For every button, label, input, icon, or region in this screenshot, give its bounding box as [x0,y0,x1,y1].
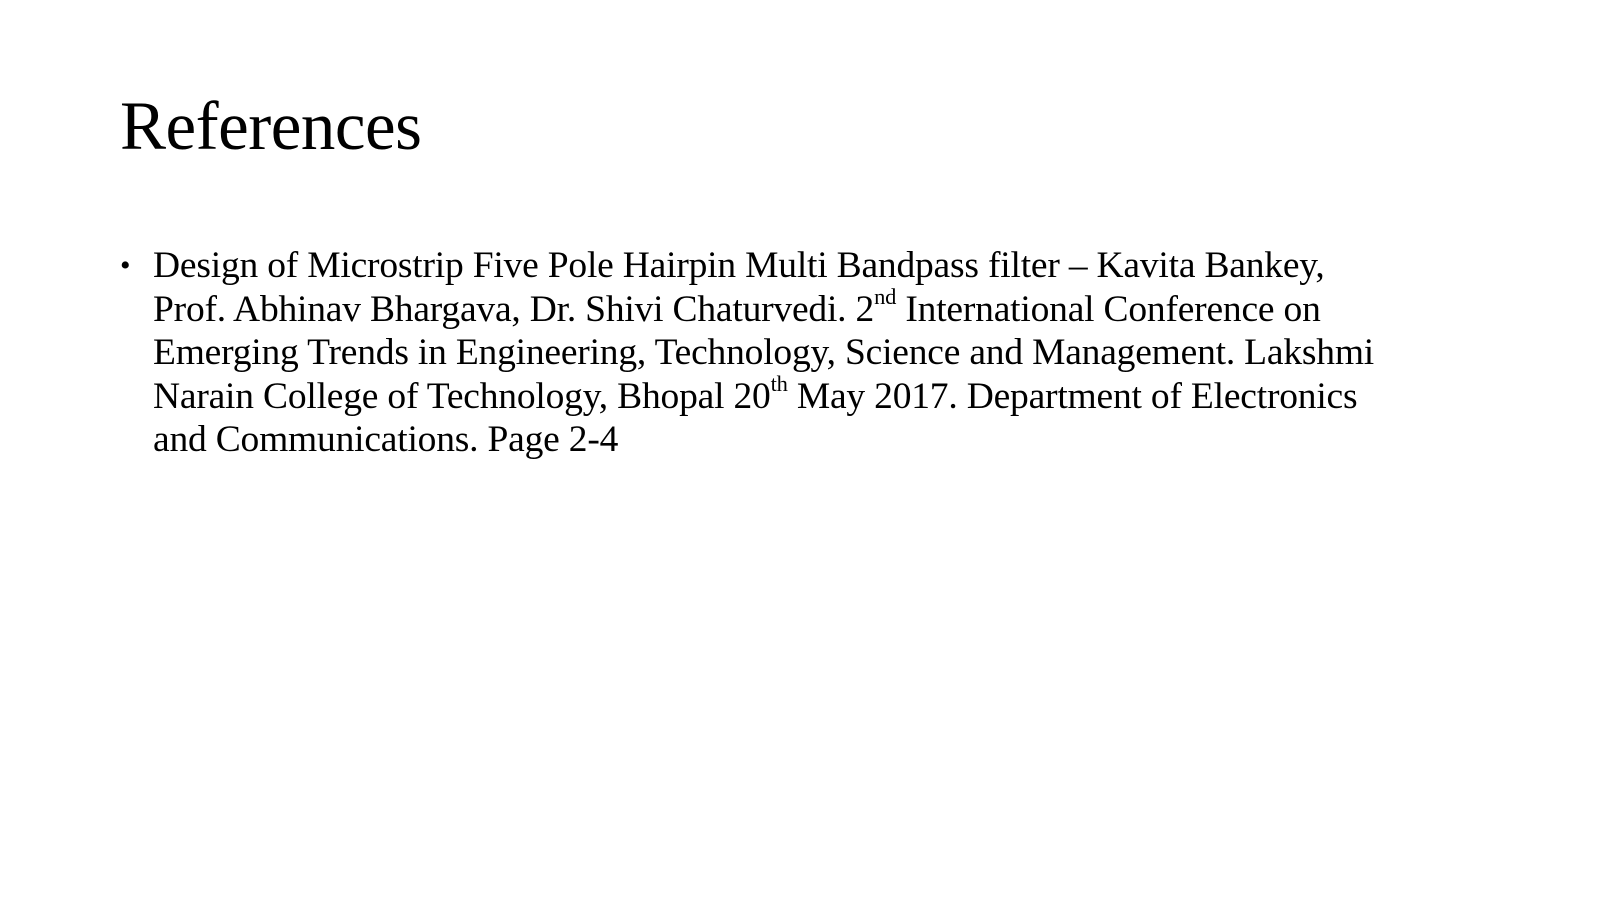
reference-line-4 [153,370,1500,419]
reference-text: Design of Microstrip Five Pole Hairpin Multi Bandpass filter – Kavita Bankey, [153,245,1325,286]
reference-text: and Communications. Page 2-4 [153,419,619,460]
slide-title: References [120,88,422,164]
reference-text: Emerging Trends in Engineering, Technology, Science and Management. Lakshmi [153,332,1375,373]
reference-line-1 [153,244,1500,288]
reference-line-5 [153,418,1500,462]
reference-text: Narain College of Technology, Bhopal 20 [153,375,771,417]
reference-text: Prof. Abhinav Bhargava, Dr. Shivi Chaturvedi. 2 [153,288,875,330]
reference-text: May 2017. Department of Electronics [787,375,1358,417]
reference-text: International Conference on [896,288,1321,330]
references-list [120,244,1500,462]
reference-item [120,244,1500,462]
ordinal-superscript: nd [874,283,897,309]
reference-line-2 [153,283,1500,332]
reference-line-3 [153,331,1500,375]
bullet-icon: • [120,249,131,282]
ordinal-superscript: th [770,370,788,396]
